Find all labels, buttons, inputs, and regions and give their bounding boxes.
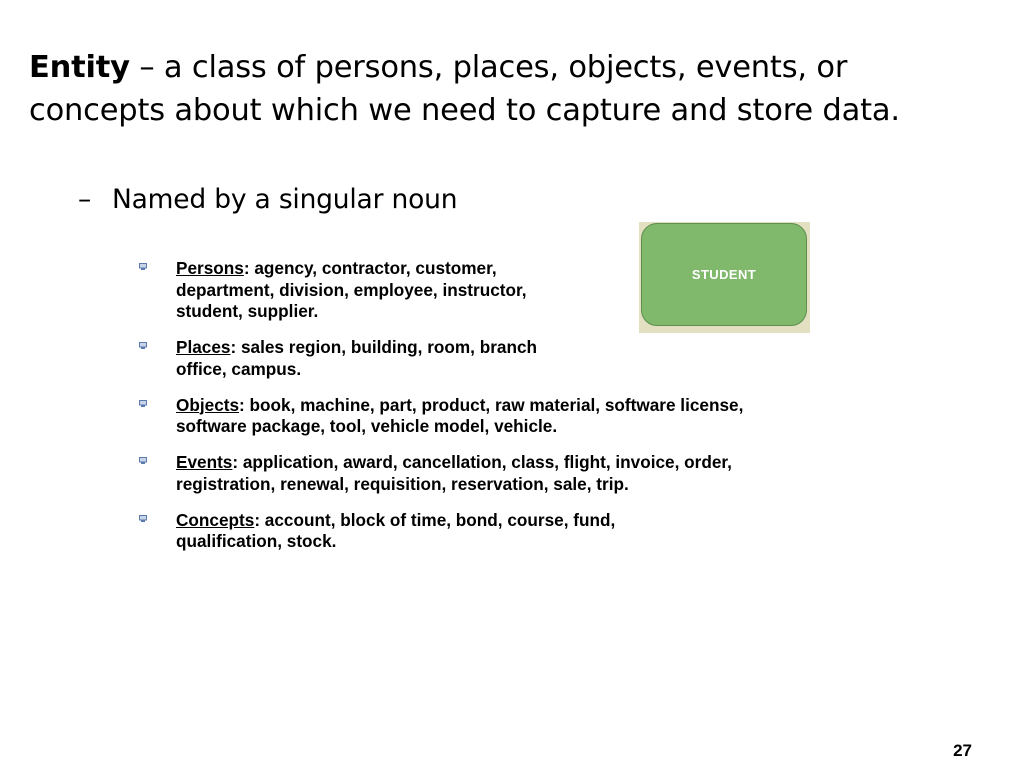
list-item-concepts: [136, 510, 776, 553]
bullet-body: : account, block of time, bond, course, fund, qualification, stock.: [176, 509, 616, 551]
bullet-text: [176, 452, 732, 494]
bullet-text: [176, 395, 743, 437]
bullet-body: : book, machine, part, product, raw material, software license, software package, tool, vehicle model, vehicle.: [176, 394, 744, 436]
list-item-places: [136, 337, 776, 380]
list-item-objects: [136, 395, 776, 438]
bullet-body: : application, award, cancellation, class, flight, invoice, order, registration, renewal, requisition, reservation, sale, trip.: [176, 452, 732, 494]
bullet-label: Events: [176, 452, 233, 472]
bullet-icon: [139, 342, 147, 349]
entity-example-figure: [639, 222, 810, 333]
definition-paragraph: [29, 46, 989, 132]
sub-point-dash: –: [78, 184, 92, 215]
bullet-body: : sales region, building, room, branch office, campus.: [176, 337, 538, 379]
definition-text: – a class of persons, places, objects, events, or concepts about which we need to capture and store data.: [29, 50, 900, 128]
page-number: 27: [953, 741, 972, 760]
bullet-text: [176, 337, 546, 380]
bullet-label: Objects: [176, 394, 240, 415]
entity-box: [641, 223, 807, 326]
sub-point: [78, 180, 457, 220]
definition-term: Entity: [29, 50, 130, 85]
entity-label: STUDENT: [691, 267, 757, 282]
bullet-label: Concepts: [176, 509, 255, 530]
bullet-text: [176, 258, 571, 323]
list-item-events: [136, 452, 776, 495]
bullet-icon: [139, 263, 147, 270]
bullet-label: Places: [176, 337, 231, 357]
bullet-icon: [139, 457, 147, 464]
sub-point-text: Named by a singular noun: [112, 184, 458, 215]
bullet-body: : agency, contractor, customer, department, division, employee, instructor, student, supplier.: [176, 258, 527, 321]
bullet-icon: [139, 515, 147, 522]
bullet-text: [176, 510, 706, 553]
bullet-label: Persons: [176, 258, 244, 278]
bullet-icon: [139, 400, 147, 407]
